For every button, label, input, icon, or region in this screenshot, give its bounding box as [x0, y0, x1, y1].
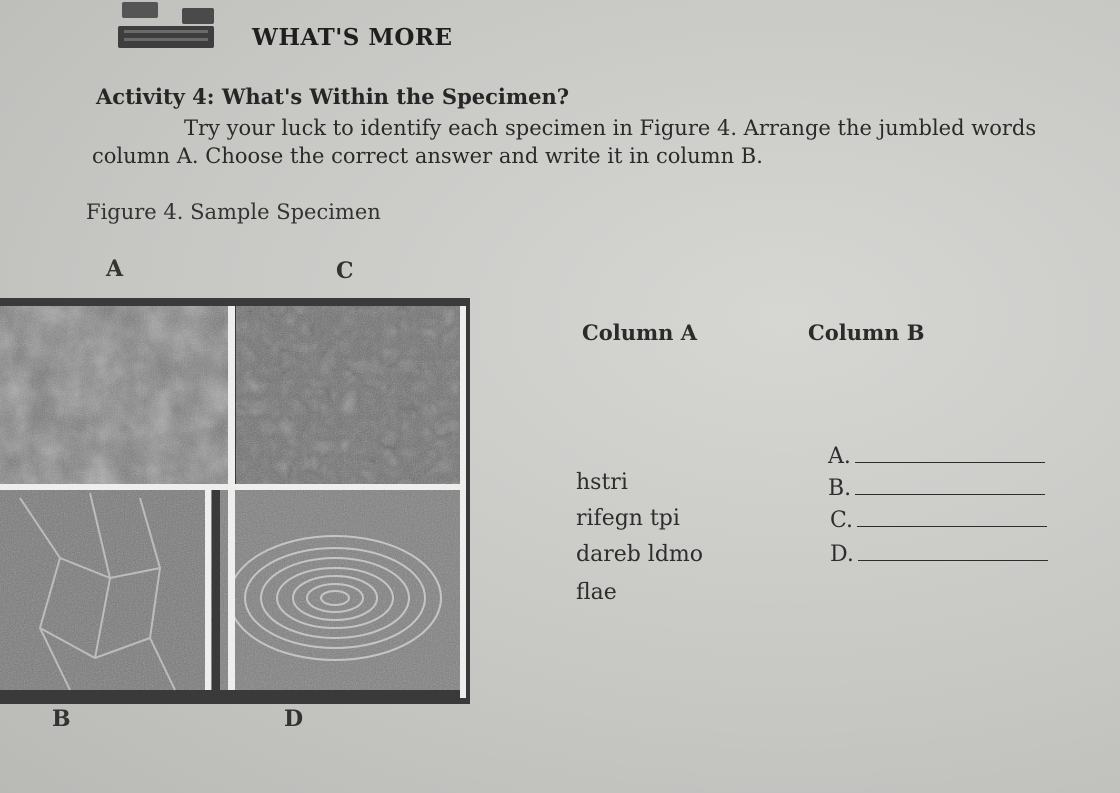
column-a-word: hstri [576, 470, 628, 495]
answer-line-c[interactable] [830, 508, 1047, 533]
answer-blank[interactable] [858, 560, 1048, 561]
instruction-line-1: Try your luck to identify each specimen in Figure 4. Arrange the jumbled words [184, 116, 1037, 140]
divider-vertical [228, 306, 235, 690]
specimen-label-d: D [284, 706, 304, 732]
specimen-figure [0, 298, 470, 704]
activity-title: Activity 4: What's Within the Specimen? [96, 84, 570, 109]
divider-horizontal [0, 484, 460, 490]
specimen-label-c: C [336, 258, 354, 284]
column-a-word: flae [576, 580, 617, 605]
specimen-panel-c [236, 306, 460, 484]
answer-blank[interactable] [855, 462, 1045, 463]
answer-line-d[interactable] [830, 542, 1048, 567]
column-b-heading: Column B [808, 320, 925, 345]
specimen-panel-a [0, 306, 228, 484]
answer-blank[interactable] [857, 526, 1047, 527]
answer-line-b[interactable] [828, 476, 1045, 501]
answer-letter: A. [828, 444, 851, 469]
answer-letter: C. [830, 508, 854, 533]
column-a-word: rifegn tpi [576, 506, 680, 531]
specimen-panel-b [0, 490, 212, 690]
section-title: WHAT'S MORE [252, 24, 453, 51]
answer-letter: B. [828, 476, 852, 501]
specimen-panel-d [220, 490, 460, 690]
answer-line-a[interactable] [828, 444, 1045, 469]
module-logo-icon [118, 2, 218, 50]
specimen-label-b: B [52, 706, 71, 732]
instruction-line-2: column A. Choose the correct answer and write it in column B. [92, 144, 763, 168]
answer-letter: D. [830, 542, 854, 567]
column-a-heading: Column A [582, 320, 698, 345]
specimen-label-a: A [106, 256, 124, 282]
figure-caption: Figure 4. Sample Specimen [86, 200, 381, 224]
column-a-word: dareb ldmo [576, 542, 704, 567]
answer-blank[interactable] [855, 494, 1045, 495]
